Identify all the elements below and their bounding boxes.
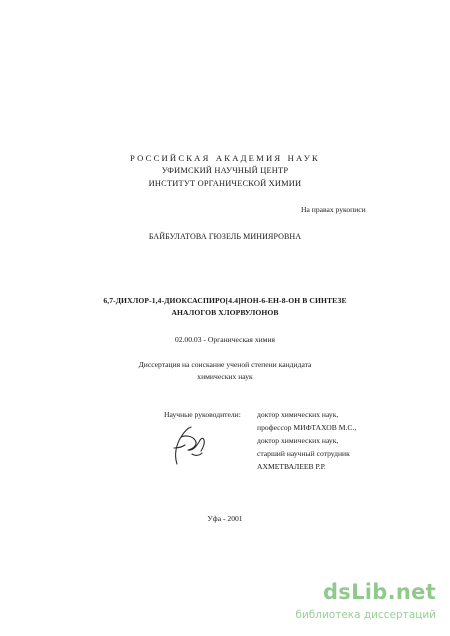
scientific-center-name: УФИМСКИЙ НАУЧНЫЙ ЦЕНТР — [161, 166, 289, 175]
degree-statement-line-2: химических наук — [197, 372, 253, 381]
city-and-year: Уфа - 2001 — [207, 514, 243, 523]
handwritten-signature — [168, 423, 210, 467]
watermark-logo: dsLib.net — [322, 580, 436, 604]
supervisor-line: доктор химических наук, — [257, 436, 339, 445]
supervisor-line: старший научный сотрудник — [257, 449, 350, 458]
dissertation-title-line-2: АНАЛОГОВ ХЛОРВУЛОНОВ — [171, 308, 279, 317]
dissertation-title-line-1: 6,7-ДИХЛОР-1,4-ДИОКСАСПИРО[4.4]НОН-6-ЕН-8-ОН В СИНТЕЗЕ — [103, 296, 347, 305]
manuscript-rights-note: На правах рукописи — [301, 205, 366, 214]
degree-statement-line-1: Диссертация на соискание ученой степени кандидата — [138, 360, 312, 369]
supervisor-line: профессор МИФТАХОВ М.С., — [257, 423, 357, 432]
supervisor-line: АХМЕТВАЛЕЕВ Р.Р. — [257, 462, 326, 471]
academy-name: РОССИЙСКАЯ АКАДЕМИЯ НАУК — [130, 153, 320, 163]
supervisor-line: доктор химических наук, — [257, 410, 339, 419]
specialty-code: 02.00.03 - Органическая химия — [174, 335, 276, 344]
institute-name: ИНСТИТУТ ОРГАНИЧЕСКОЙ ХИМИИ — [148, 179, 302, 188]
supervisors-label: Научные руководители: — [164, 410, 241, 419]
watermark-subtitle: библиотека диссертаций — [295, 609, 436, 621]
dslib-watermark — [295, 580, 436, 628]
author-name: БАЙБУЛАТОВА ГЮЗЕЛЬ МИНИЯРОВНА — [148, 232, 302, 241]
